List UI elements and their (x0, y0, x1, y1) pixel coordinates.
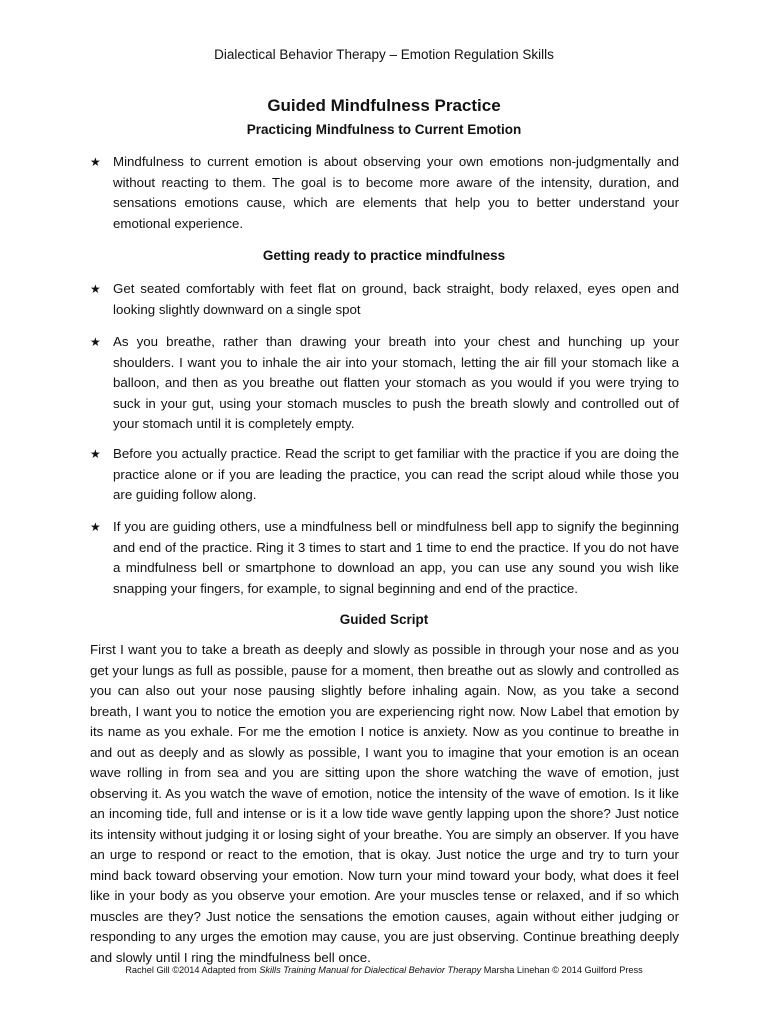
ready-list-item-2 (90, 332, 679, 435)
star-bullet-icon: ★ (90, 282, 101, 296)
list-item-text: Get seated comfortably with feet flat on ground, back straight, body relaxed, eyes open and looking slightly downward on a single spot (113, 281, 679, 317)
intro-text: Mindfulness to current emotion is about observing your own emotions non-judgmentally and without reacting to them. The goal is to become more aware of the intensity, duration, and sensations emotions cause, which are elements that help you to better understand your emotional experience. (113, 154, 679, 231)
ready-list-item-3 (90, 444, 679, 506)
star-bullet-icon: ★ (90, 335, 101, 349)
ready-list-item-4 (90, 517, 679, 599)
star-bullet-icon: ★ (90, 155, 101, 169)
list-item (90, 152, 679, 234)
section-heading-script: Guided Script (339, 612, 429, 627)
footer-book-title: Skills Training Manual for Dialectical Behavior Therapy (259, 965, 482, 975)
guided-script-text: First I want you to take a breath as deeply and slowly as possible in through your nose and as you get your lungs as full as possible, pause for a moment, then breathe out as slowly and controlled as you can also out your nose pausing slightly before inhaling again. Now, as you take a second breath, I want you to notice the emotion you are experiencing right now. Now Label that emotion by its name as you exhale. For me the emotion I notice is anxiety. Now as you continue to breathe in and out as deeply and as slowly as possible, I want you to imagine that your emotion is an ocean wave rolling in from sea and you are sitting upon the shore watching the wave of emotion, just observing it. As you watch the wave of emotion, notice the intensity of the wave of emotion. Is it like an incoming tide, full and intense or is it a low tide wave gently lapping upon the shore? Just notice its intensity without judging it or losing sight of your breathe. You are simply an observer. If you have an urge to respond or react to the emotion, that is okay. Just notice the urge and try to turn your mind back toward observing your emotion. Now turn your mind toward your body, what does it feel like in your body as you observe your emotion. Are your muscles tense or relaxed, and if so which muscles are they? Just notice the sensations the emotion causes, again without either judging or responding to any urges the emotion may cause, you are just observing. Continue breathing deeply and slowly until I ring the mindfulness bell once. (90, 642, 679, 965)
page-footer (0, 965, 768, 975)
list-item-text: If you are guiding others, use a mindfulness bell or mindfulness bell app to signify the beginning and end of the practice. Ring it 3 times to start and 1 time to end the practice. If you do not have a mindfulness bell or smartphone to download an app, you can use any sound you wish like snapping your fingers, for example, to signal beginning and end of the practice. (113, 519, 679, 596)
footer-prefix: Rachel Gill ©2014 Adapted from (125, 965, 260, 975)
page-subtitle: Practicing Mindfulness to Current Emotion (246, 122, 522, 137)
footer-suffix: Marsha Linehan © 2014 Guilford Press (481, 965, 643, 975)
document-header: Dialectical Behavior Therapy – Emotion Regulation Skills (214, 47, 554, 62)
intro-section (90, 152, 679, 234)
page-title: Guided Mindfulness Practice (267, 96, 501, 115)
list-item-text: As you breathe, rather than drawing your breath into your chest and hunching up your shoulders. I want you to inhale the air into your stomach, letting the air fill your stomach like a balloon, and then as you breathe out flatten your stomach as you would if you were trying to suck in your gut, using your stomach muscles to push the breath slowly and controlled out of your stomach until it is completely empty. (113, 334, 679, 431)
section-heading-ready: Getting ready to practice mindfulness (262, 248, 506, 263)
star-bullet-icon: ★ (90, 520, 101, 534)
ready-list-item-1 (90, 279, 679, 320)
star-bullet-icon: ★ (90, 447, 101, 461)
list-item-text: Before you actually practice. Read the script to get familiar with the practice if you are doing the practice alone or if you are leading the practice, you can read the script aloud while those you are guiding follow along. (113, 446, 679, 502)
